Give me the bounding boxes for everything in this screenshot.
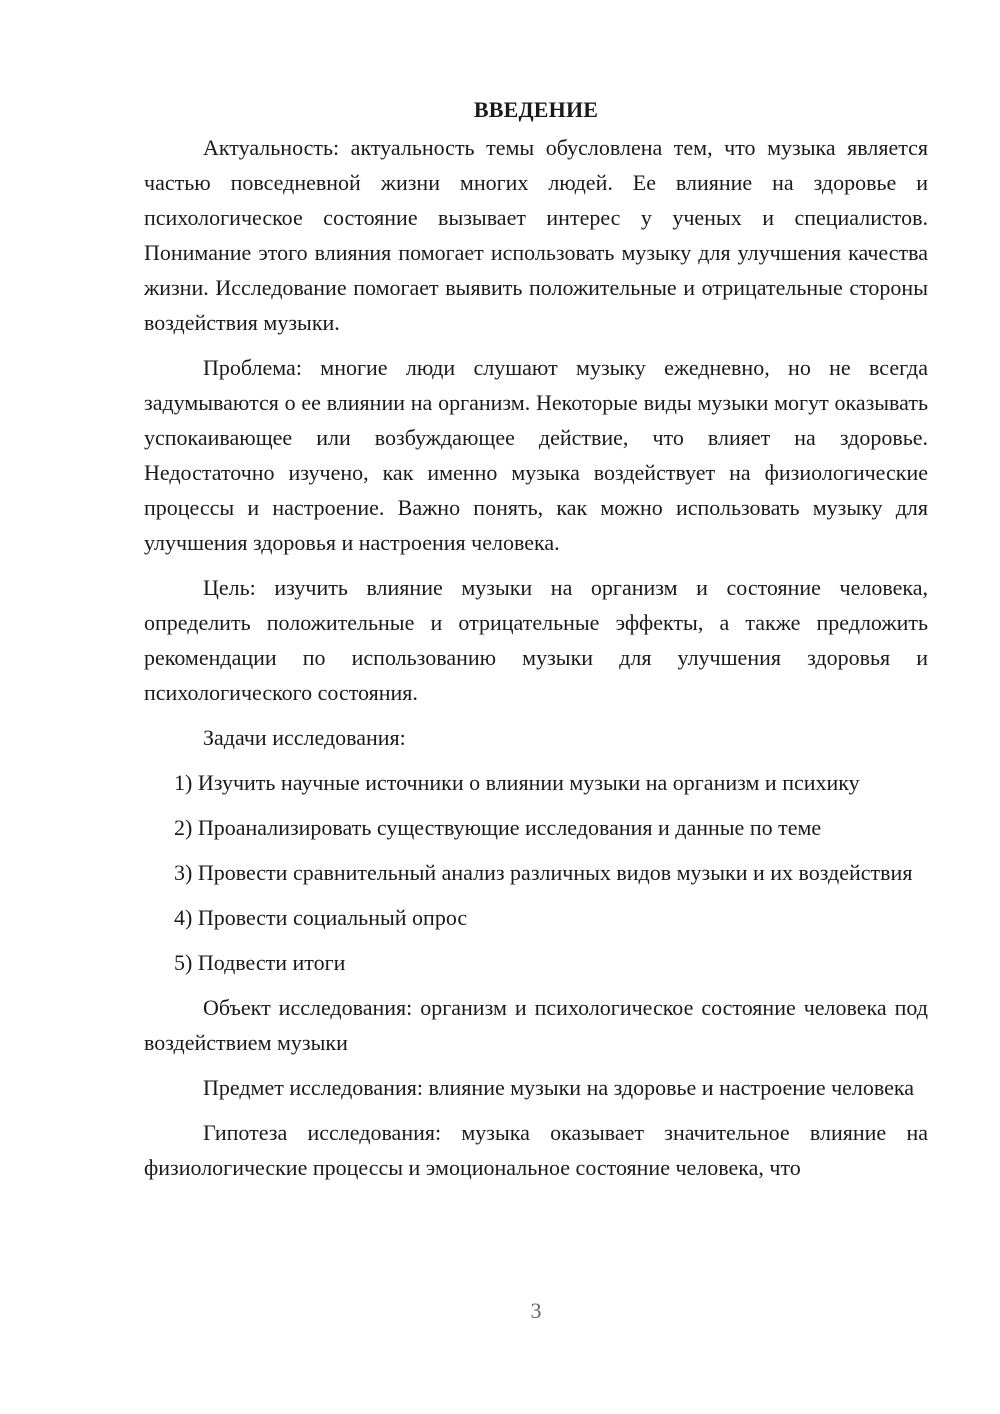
problem-paragraph: Проблема: многие люди слушают музыку ежедневно, но не всегда задумываются о ее влиянии на организм. Некоторые виды музыки могут оказывать успокаивающее или возбуждающее действие, что влияет на здоровье. Недостаточно изучено, как именно музыка воздействует на физиологические процессы и настроение. Важно понять, как можно использовать музыку для улучшения здоровья и настроения человека. — [144, 355, 928, 555]
relevance-paragraph: Актуальность: актуальность темы обусловлена тем, что музыка является частью повседневной жизни многих людей. Ее влияние на здоровье и психологическое состояние вызывает интерес у ученых и специалистов. Понимание этого влияния помогает использовать музыку для улучшения качества жизни. Исследование помогает выявить положительные и отрицательные стороны воздействия музыки. — [144, 135, 928, 335]
page-content — [144, 92, 928, 1195]
object-paragraph: Объект исследования: организм и психологическое состояние человека под воздействием музыки — [144, 995, 928, 1055]
hypothesis-paragraph: Гипотеза исследования: музыка оказывает значительное влияние на физиологические процессы и эмоциональное состояние человека, что — [144, 1120, 928, 1180]
subject-paragraph: Предмет исследования: влияние музыки на здоровье и настроение человека — [203, 1075, 915, 1100]
task-item-3: 3) Провести сравнительный анализ различных видов музыки и их воздействия — [174, 860, 913, 885]
goal-paragraph: Цель: изучить влияние музыки на организм и состояние человека, определить положительные и отрицательные эффекты, а также предложить рекомендации по использованию музыки для улучшения здоровья и психологического состояния. — [144, 575, 928, 705]
task-item-2: 2) Проанализировать существующие исследования и данные по теме — [174, 815, 822, 840]
page-title: ВВЕДЕНИЕ — [473, 97, 599, 122]
task-item-1: 1) Изучить научные источники о влиянии музыки на организм и психику — [174, 770, 860, 795]
tasks-heading: Задачи исследования: — [203, 725, 406, 750]
task-item-5: 5) Подвести итоги — [174, 950, 346, 975]
page-number: 3 — [530, 1298, 542, 1323]
task-item-4: 4) Провести социальный опрос — [174, 905, 468, 930]
